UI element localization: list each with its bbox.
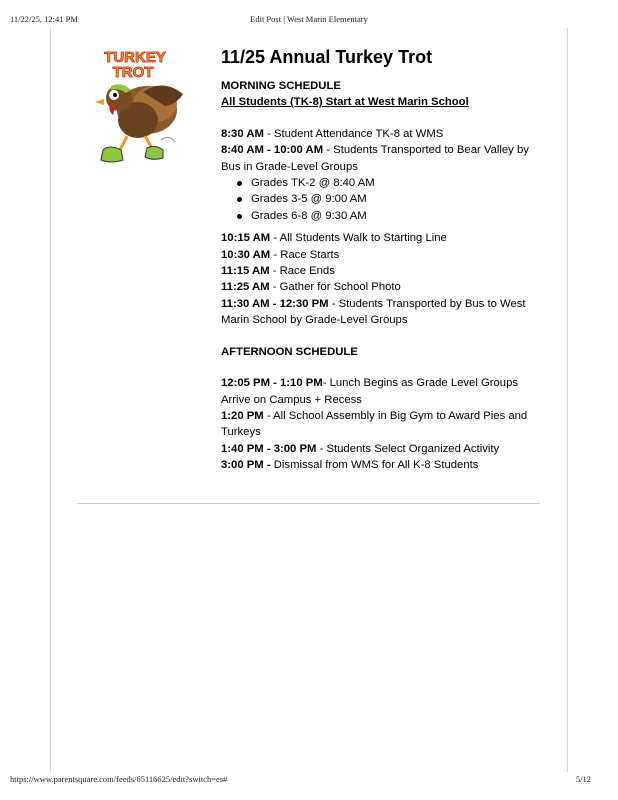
- schedule-item: [221, 263, 541, 279]
- schedule-time: 1:40 PM - 3:00 PM: [221, 442, 317, 455]
- schedule-text: - Students Transported by Bus to West Marin School by Grade-Level Groups: [221, 297, 526, 327]
- turkey-trot-logo: [83, 42, 189, 172]
- schedule-item: [221, 279, 541, 295]
- grade-groups-list: [221, 175, 541, 224]
- schedule-item: [221, 247, 541, 263]
- schedule-text: - Race Starts: [270, 248, 340, 261]
- print-page-title: Edit Post | West Marin Elementary: [250, 14, 368, 24]
- schedule-text: Dismissal from WMS for All K-8 Students: [270, 459, 479, 472]
- schedule-time: 11:30 AM - 12:30 PM: [221, 297, 329, 310]
- schedule-item: [221, 408, 541, 441]
- schedule-text: - Students Transported to Bear Valley by Bus in Grade-Level Groups: [221, 144, 529, 173]
- schedule-text: - Students Select Organized Activity: [316, 442, 500, 455]
- schedule-item: [221, 142, 541, 175]
- schedule-text: - Student Attendance TK-8 at WMS: [263, 127, 444, 140]
- schedule-time: 8:40 AM - 10:00 AM: [221, 144, 324, 157]
- print-url[interactable]: https://www.parentsquare.com/feeds/65116625/edit?switch=es#: [10, 774, 228, 784]
- schedule-text: - All Students Walk to Starting Line: [270, 232, 447, 245]
- content-border-left: [50, 28, 51, 772]
- schedule-text: - Gather for School Photo: [269, 281, 401, 294]
- morning-schedule-heading: MORNING SCHEDULE: [221, 80, 341, 92]
- schedule-time: 12:05 PM - 1:10 PM: [221, 377, 323, 390]
- logo-text-trot: TROT: [112, 64, 154, 81]
- afternoon-schedule-heading: AFTERNOON SCHEDULE: [221, 345, 358, 358]
- schedule-item: [221, 230, 541, 246]
- schedule-item: [221, 375, 541, 408]
- post-content: [221, 45, 541, 474]
- schedule-text: - All School Assembly in Big Gym to Award Pies and Turkeys: [221, 409, 528, 439]
- schedule-item: [221, 296, 541, 329]
- print-page-number: 5/12: [575, 774, 591, 784]
- logo-text-turkey: TURKEY: [104, 49, 166, 66]
- post-title: 11/25 Annual Turkey Trot: [221, 47, 433, 67]
- schedule-time: 11:25 AM: [221, 281, 270, 294]
- schedule-text: - Race Ends: [269, 265, 335, 278]
- schedule-item: [221, 441, 541, 457]
- post-divider: [77, 503, 540, 504]
- morning-schedule-subheading: All Students (TK-8) Start at West Marin School: [221, 96, 469, 109]
- grade-group-item: Grades 6-8 @ 9:30 AM: [251, 208, 541, 224]
- print-datetime: 11/22/25, 12:41 PM: [10, 14, 78, 24]
- schedule-time: 10:15 AM: [221, 232, 271, 245]
- schedule-time: 11:15 AM: [221, 265, 270, 278]
- grade-group-item: Grades TK-2 @ 8:40 AM: [251, 175, 541, 191]
- schedule-time: 10:30 AM: [221, 248, 271, 261]
- content-border-right: [567, 28, 568, 772]
- schedule-time: 3:00 PM -: [221, 459, 271, 472]
- schedule-time: 1:20 PM: [221, 409, 264, 422]
- grade-group-item: Grades 3-5 @ 9:00 AM: [251, 191, 541, 207]
- schedule-time: 8:30 AM: [221, 127, 264, 140]
- schedule-item: [221, 457, 541, 473]
- schedule-item: [221, 126, 541, 142]
- schedule-text: - Lunch Begins as Grade Level Groups Arrive on Campus + Recess: [221, 377, 519, 406]
